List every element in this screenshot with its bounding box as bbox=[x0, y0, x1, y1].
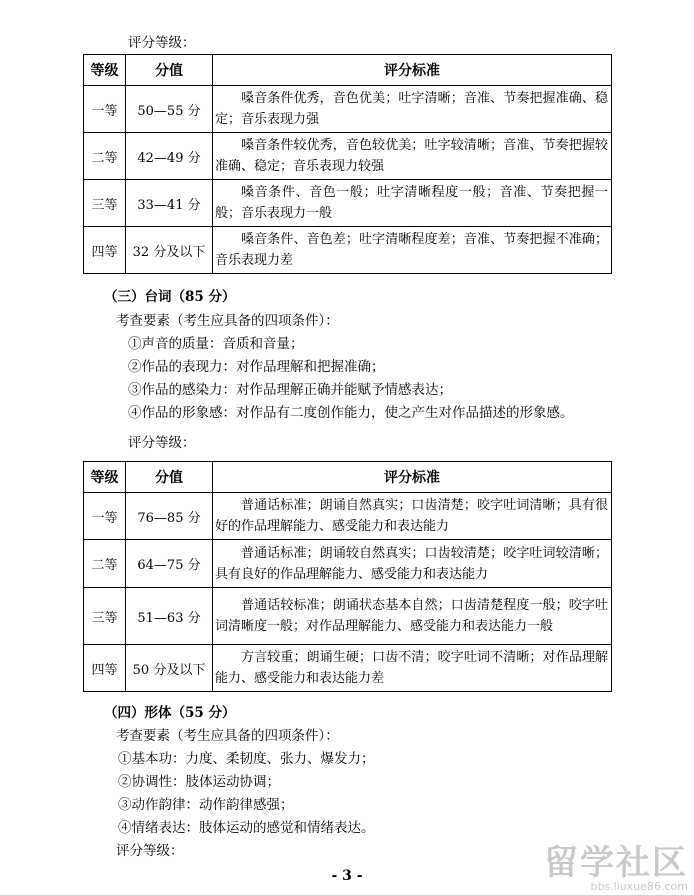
watermark-url: bbs.liuxue86.com bbox=[590, 880, 688, 893]
cell-criteria bbox=[213, 540, 612, 588]
cell-score: 33—41 分 bbox=[126, 180, 213, 227]
cell-score: 50 分及以下 bbox=[126, 645, 213, 692]
grading-table-music bbox=[83, 54, 612, 274]
section-heading-body: （四）形体（55 分） bbox=[104, 705, 236, 721]
cell-level: 一等 bbox=[84, 86, 126, 133]
section-intro: 考查要素（考生应具备的四项条件）： bbox=[116, 728, 339, 744]
criteria-text: 普通话标准；朗诵自然真实；口齿清楚；咬字吐词清晰；具有很好的作品理解能力、感受能力和表达能力 bbox=[215, 498, 608, 534]
table-header-row bbox=[84, 462, 612, 493]
header-level: 等级 bbox=[84, 462, 126, 493]
table-row bbox=[84, 133, 612, 180]
table-row bbox=[84, 540, 612, 588]
criteria-item: ②协调性：肢体运动协调； bbox=[118, 774, 280, 790]
cell-criteria bbox=[213, 645, 612, 692]
cell-level: 三等 bbox=[84, 588, 126, 645]
table-header-row bbox=[84, 55, 612, 86]
criteria-item: ③作品的感染力：对作品理解正确并能赋予情感表达； bbox=[128, 382, 452, 398]
rating-label-music: 评分等级： bbox=[128, 35, 196, 51]
cell-criteria bbox=[213, 180, 612, 227]
criteria-item: ①基本功：力度、柔韧度、张力、爆发力； bbox=[118, 751, 375, 767]
criteria-text: 嗓音条件较优秀，音色较优美；吐字较清晰；音准、节奏把握较准确、稳定；音乐表现力较强 bbox=[215, 138, 608, 174]
cell-criteria bbox=[213, 493, 612, 540]
criteria-text: 嗓音条件优秀，音色优美；吐字清晰；音准、节奏把握准确、稳定；音乐表现力强 bbox=[215, 91, 608, 127]
section-heading-lines: （三）台词（85 分） bbox=[104, 289, 236, 305]
criteria-item: ④作品的形象感：对作品有二度创作能力，使之产生对作品描述的形象感。 bbox=[128, 405, 574, 421]
cell-level: 四等 bbox=[84, 227, 126, 274]
table-row bbox=[84, 86, 612, 133]
cell-level: 二等 bbox=[84, 133, 126, 180]
rating-label-body: 评分等级： bbox=[116, 843, 184, 859]
page-number: - 3 - bbox=[331, 868, 363, 884]
cell-score: 64—75 分 bbox=[126, 540, 213, 588]
grading-table-lines bbox=[83, 461, 612, 692]
watermark-logo-text: 留学社区 bbox=[544, 843, 688, 883]
cell-criteria bbox=[213, 588, 612, 645]
cell-criteria bbox=[213, 227, 612, 274]
criteria-text: 嗓音条件、音色差；吐字清晰程度差；音准、节奏把握不准确；音乐表现力差 bbox=[215, 232, 608, 268]
cell-score: 76—85 分 bbox=[126, 493, 213, 540]
header-score: 分值 bbox=[126, 55, 213, 86]
header-level: 等级 bbox=[84, 55, 126, 86]
cell-level: 二等 bbox=[84, 540, 126, 588]
cell-score: 50—55 分 bbox=[126, 86, 213, 133]
table-row bbox=[84, 588, 612, 645]
criteria-item: ②作品的表现力：对作品理解和把握准确； bbox=[128, 359, 385, 375]
criteria-text: 普通话标准；朗诵较自然真实；口齿较清楚；咬字吐词较清晰；具有良好的作品理解能力、感受能力和表达能力 bbox=[215, 545, 608, 582]
criteria-item: ③动作韵律：动作韵律感强； bbox=[118, 797, 294, 813]
criteria-text: 嗓音条件、音色一般；吐字清晰程度一般；音准、节奏把握一般；音乐表现力一般 bbox=[215, 185, 608, 221]
cell-level: 四等 bbox=[84, 645, 126, 692]
criteria-item: ④情绪表达：肢体运动的感觉和情绪表达。 bbox=[118, 820, 375, 836]
criteria-item: ①声音的质量：音质和音量； bbox=[128, 336, 304, 352]
header-criteria: 评分标准 bbox=[213, 55, 612, 86]
section-intro: 考查要素（考生应具备的四项条件）： bbox=[116, 313, 339, 329]
cell-criteria bbox=[213, 133, 612, 180]
table-row bbox=[84, 493, 612, 540]
watermark bbox=[544, 845, 688, 893]
cell-score: 42—49 分 bbox=[126, 133, 213, 180]
table-row bbox=[84, 227, 612, 274]
cell-score: 32 分及以下 bbox=[126, 227, 213, 274]
rating-label-lines: 评分等级： bbox=[128, 435, 196, 451]
cell-level: 三等 bbox=[84, 180, 126, 227]
header-score: 分值 bbox=[126, 462, 213, 493]
criteria-text: 方言较重；朗诵生硬；口齿不清；咬字吐词不清晰；对作品理解能力、感受能力和表达能力差 bbox=[215, 650, 608, 686]
header-criteria: 评分标准 bbox=[213, 462, 612, 493]
table-row bbox=[84, 645, 612, 692]
criteria-text: 普通话较标准；朗诵状态基本自然；口齿清楚程度一般；咬字吐词清晰度一般；对作品理解能力、感受能力和表达能力一般 bbox=[215, 598, 608, 634]
table-row bbox=[84, 180, 612, 227]
cell-criteria bbox=[213, 86, 612, 133]
cell-level: 一等 bbox=[84, 493, 126, 540]
cell-score: 51—63 分 bbox=[126, 588, 213, 645]
